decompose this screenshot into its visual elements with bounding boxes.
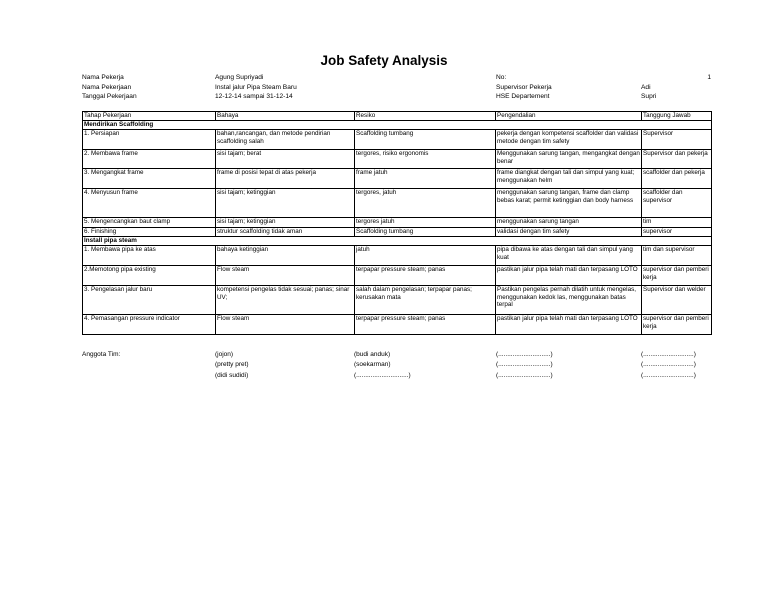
table-cell: pekerja dengan kompetensi scaffolder dan validasi metode dengan tim safety (496, 130, 642, 150)
table-cell: supervisor dan pemberi kerja (642, 315, 712, 335)
table-cell: supervisor dan pemberi kerja (642, 266, 712, 286)
team-member: (jojon) (215, 351, 234, 358)
column-header: Bahaya (216, 112, 355, 121)
table-cell: 3. Pengelasan jalur baru (83, 286, 216, 315)
section-title: Mendirikan Scaffolding (83, 121, 712, 130)
table-cell: sisi tajam; ketinggian (216, 189, 355, 218)
table-cell: Pastikan pengelas pernah dilatih untuk mengelas, menggunakan kedok las, menggunakan batas terpal (496, 286, 642, 315)
team-member: (.............................) (496, 371, 553, 379)
nama-pekerjaan-label: Nama Pekerjaan (82, 83, 132, 91)
table-cell: salah dalam pengelasan; terpapar panas; kerusakan mata (355, 286, 496, 315)
table-cell: frame jatuh (355, 169, 496, 189)
nama-pekerjaan-value: Instal jalur Pipa Steam Baru (215, 83, 297, 91)
header-values-left (215, 73, 297, 102)
table-row (83, 169, 712, 189)
table-cell: 4. Pemasangan pressure indicator (83, 315, 216, 335)
table-cell: 1. Membawa pipa ke atas (83, 246, 216, 266)
table-cell: tim dan supervisor (642, 246, 712, 266)
table-cell: Flow steam (216, 266, 355, 286)
team-member: (budi anduk) (354, 351, 391, 358)
team-label: Anggota Tim: (82, 351, 121, 358)
table-cell: 1. Persiapan (83, 130, 216, 150)
no-value: 1 (707, 74, 711, 81)
header-labels-left (82, 73, 137, 102)
table-row (83, 266, 712, 286)
jsa-table-body (83, 112, 712, 335)
table-cell: sisi tajam; ketinggian (216, 218, 355, 228)
table-cell: sisi tajam; berat (216, 150, 355, 169)
column-header: Pengendalian (496, 112, 642, 121)
section-title: Install pipa steam (83, 237, 712, 246)
table-cell: 2.Memotong pipa existing (83, 266, 216, 286)
table-cell: kompetensi pengelas tidak sesuai; panas; sinar UV; (216, 286, 355, 315)
tanggal-pekerjaan-value: 12-12-14 sampai 31-12-14 (215, 93, 293, 100)
table-cell: 4. Menyusun frame (83, 189, 216, 218)
table-cell: 3. Mengangkat frame (83, 169, 216, 189)
table-cell: terpapar pressure steam; panas (355, 266, 496, 286)
table-cell: terpapar pressure steam; panas (355, 315, 496, 335)
table-cell: Supervisor dan welder (642, 286, 712, 315)
table-cell: 6. Finishing (83, 228, 216, 237)
section-row (83, 121, 712, 130)
table-cell: scaffolder dan supervisor (642, 189, 712, 218)
table-cell: menggunakan sarung tangan (496, 218, 642, 228)
column-header: Resiko (355, 112, 496, 121)
header-labels-right (496, 73, 552, 102)
table-row (83, 130, 712, 150)
supervisor-label: Supervisor Pekerja (496, 83, 552, 91)
table-row (83, 150, 712, 169)
header-values-right (641, 73, 711, 102)
table-row (83, 218, 712, 228)
table-row (83, 286, 712, 315)
table-cell: tim (642, 218, 712, 228)
hse-value: Supri (641, 93, 657, 100)
table-cell: Menggunakan sarung tangan, mengangkat dengan benar (496, 150, 642, 169)
table-cell: Scaffolding tumbang (355, 130, 496, 150)
jsa-table (82, 111, 712, 335)
team-member: (.............................) (496, 351, 553, 358)
nama-pekerja-value: Agung Supriyadi (215, 74, 264, 81)
table-cell: Flow steam (216, 315, 355, 335)
table-cell: bahaya ketinggian (216, 246, 355, 266)
hse-label: HSE Departement (496, 93, 550, 100)
table-cell: frame di posisi tepat di atas pekerja (216, 169, 355, 189)
table-cell: pastikan jalur pipa telah mati dan terpasang LOTO (496, 266, 642, 286)
table-cell: tergores jatuh (355, 218, 496, 228)
table-cell: supervisor (642, 228, 712, 237)
page-title: Job Safety Analysis (320, 53, 448, 68)
table-row (83, 315, 712, 335)
table-cell: Supervisor dan pekerja (642, 150, 712, 169)
table-cell: jatuh (355, 246, 496, 266)
column-header: Tahap Pekerjaan (83, 112, 216, 121)
nama-pekerja-label: Nama Pekerja (82, 74, 124, 81)
table-row (83, 228, 712, 237)
no-label: No: (496, 74, 507, 81)
column-header: Tanggung Jawab (642, 112, 712, 121)
team-column-3 (496, 350, 553, 381)
table-cell: pipa dibawa ke atas dengan tali dan simpul yang kuat (496, 246, 642, 266)
table-row (83, 189, 712, 218)
table-cell: validasi dengan tim safety (496, 228, 642, 237)
table-cell: struktur scaffolding tidak aman (216, 228, 355, 237)
table-cell: tergores, risiko ergonomis (355, 150, 496, 169)
team-column-2 (354, 350, 411, 381)
team-member: (.............................) (496, 361, 553, 369)
table-cell: Supervisor (642, 130, 712, 150)
team-member: (soekarman) (354, 361, 391, 369)
table-cell: tergores, jatuh (355, 189, 496, 218)
table-cell: Scaffolding tumbang (355, 228, 496, 237)
table-cell: bahan,rancangan, dan metode pendirian scaffolding salah (216, 130, 355, 150)
table-cell: 5. Mengencangkan baut clamp (83, 218, 216, 228)
team-column-1 (215, 350, 249, 381)
tanggal-pekerjaan-label: Tanggal Pekerjaan (82, 93, 137, 100)
table-cell: 2. Membawa frame (83, 150, 216, 169)
team-member: (............................) (641, 371, 696, 379)
team-member: (............................) (641, 351, 696, 358)
table-row (83, 246, 712, 266)
team-member: (............................) (641, 361, 696, 369)
team-member: (pretty pret) (215, 361, 249, 369)
table-cell: menggunakan sarung tangan, frame dan clamp bebas karat; permit ketinggian dan body harness (496, 189, 642, 218)
team-column-4 (641, 350, 696, 381)
table-header-row (83, 112, 712, 121)
team-member: (.............................) (354, 371, 411, 379)
table-cell: scaffolder dan pekerja (642, 169, 712, 189)
table-cell: frame diangkat dengan tali dan simpul yang kuat; menggunakan helm (496, 169, 642, 189)
supervisor-value: Adi (641, 83, 651, 91)
team-member: (didi sudidi) (215, 371, 249, 379)
section-row (83, 237, 712, 246)
table-cell: pastikan jalur pipa telah mati dan terpasang LOTO (496, 315, 642, 335)
